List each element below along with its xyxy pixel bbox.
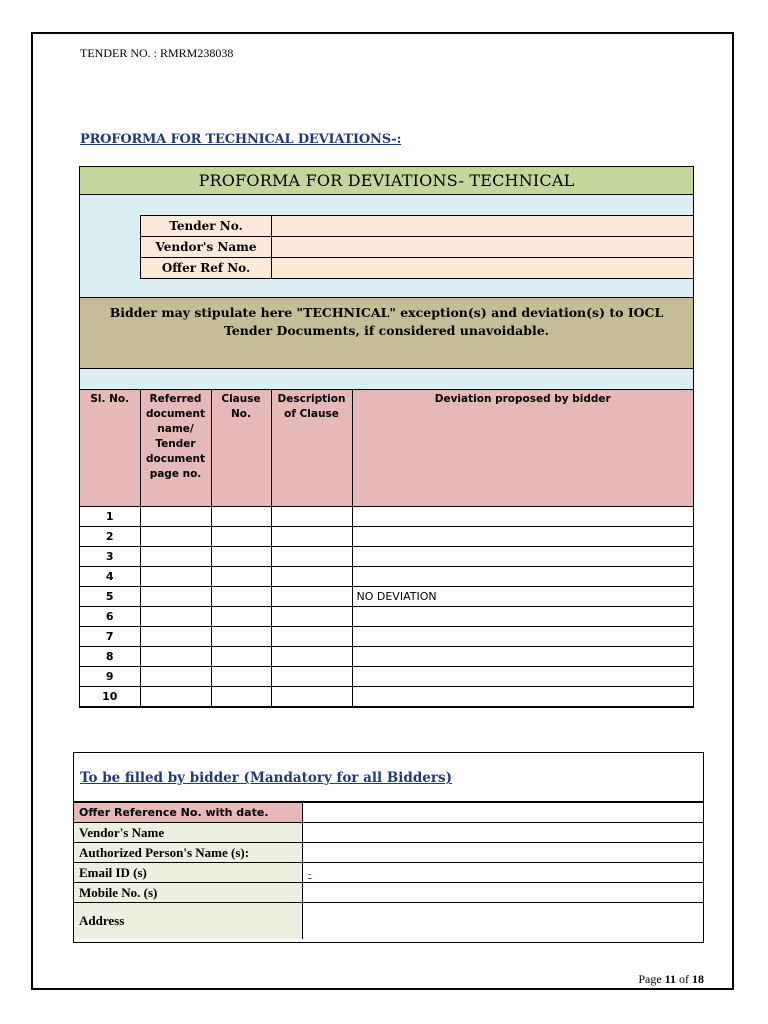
- section-title: PROFORMA FOR TECHNICAL DEVIATIONS-:: [80, 132, 402, 147]
- info-row: [141, 216, 694, 237]
- bidder-row: [74, 823, 703, 843]
- mobile-value[interactable]: [303, 883, 704, 903]
- address-value[interactable]: [303, 903, 704, 940]
- row-clause-no[interactable]: [211, 607, 271, 627]
- address-label: Address: [74, 903, 303, 940]
- table-row: [80, 527, 693, 547]
- row-referred-document[interactable]: [140, 527, 211, 547]
- tender-number: TENDER NO. : RMRM238038: [80, 46, 234, 60]
- row-referred-document[interactable]: [140, 647, 211, 667]
- row-clause-no[interactable]: [211, 507, 271, 527]
- vendor-name-value[interactable]: [303, 823, 704, 843]
- table-row: [80, 587, 693, 607]
- row-referred-document[interactable]: [140, 567, 211, 587]
- mobile-label: Mobile No. (s): [74, 883, 303, 903]
- bidder-table: [74, 802, 703, 939]
- bidder-row: [74, 903, 703, 940]
- row-sl-no: 5: [80, 587, 140, 607]
- table-row: [80, 667, 693, 687]
- bidder-row: [74, 863, 703, 883]
- col-referred-document: Referred document name/ Tender document page no.: [140, 390, 211, 507]
- authorized-person-label: Authorized Person's Name (s):: [74, 843, 303, 863]
- table-row: [80, 647, 693, 667]
- row-deviation[interactable]: [352, 627, 693, 647]
- row-deviation[interactable]: [352, 607, 693, 627]
- row-deviation[interactable]: [352, 507, 693, 527]
- row-referred-document[interactable]: [140, 547, 211, 567]
- tender-info-table: [140, 215, 694, 279]
- row-description[interactable]: [271, 527, 352, 547]
- tender-info-block: [80, 195, 693, 297]
- row-description[interactable]: [271, 507, 352, 527]
- offer-ref-value[interactable]: [272, 258, 694, 279]
- table-row: [80, 627, 693, 647]
- deviation-header-row: [80, 390, 693, 507]
- table-row: [80, 687, 693, 707]
- info-row: [141, 237, 694, 258]
- bidder-title: To be filled by bidder (Mandatory for all Bidders): [74, 753, 703, 802]
- vendor-name-value[interactable]: [272, 237, 694, 258]
- table-row: [80, 507, 693, 527]
- row-sl-no: 6: [80, 607, 140, 627]
- row-sl-no: 10: [80, 687, 140, 707]
- row-clause-no[interactable]: [211, 627, 271, 647]
- email-value-text: -: [308, 868, 312, 880]
- row-description[interactable]: [271, 647, 352, 667]
- row-referred-document[interactable]: [140, 507, 211, 527]
- row-clause-no[interactable]: [211, 587, 271, 607]
- authorized-person-value[interactable]: [303, 843, 704, 863]
- row-sl-no: 3: [80, 547, 140, 567]
- row-clause-no[interactable]: [211, 567, 271, 587]
- spacer-row: [80, 369, 693, 390]
- table-row: [80, 567, 693, 587]
- bidder-row: [74, 843, 703, 863]
- row-clause-no[interactable]: [211, 687, 271, 707]
- row-referred-document[interactable]: [140, 667, 211, 687]
- row-sl-no: 7: [80, 627, 140, 647]
- row-deviation[interactable]: [352, 647, 693, 667]
- row-description[interactable]: [271, 627, 352, 647]
- row-description[interactable]: [271, 607, 352, 627]
- page-current: 11: [664, 972, 676, 986]
- deviation-note: Bidder may stipulate here "TECHNICAL" exception(s) and deviation(s) to IOCL Tender Documents, if considered unavoidable.: [80, 297, 693, 369]
- email-label: Email ID (s): [74, 863, 303, 883]
- row-deviation[interactable]: [352, 547, 693, 567]
- bidder-row: [74, 883, 703, 903]
- vendor-name-label: Vendor's Name: [74, 823, 303, 843]
- row-sl-no: 9: [80, 667, 140, 687]
- tender-no-value[interactable]: [272, 216, 694, 237]
- page-prefix: Page: [638, 972, 665, 986]
- info-row: [141, 258, 694, 279]
- page-number: [638, 972, 704, 987]
- tender-no-label: Tender No.: [141, 216, 272, 237]
- row-clause-no[interactable]: [211, 667, 271, 687]
- row-deviation[interactable]: [352, 567, 693, 587]
- row-description[interactable]: [271, 687, 352, 707]
- row-clause-no[interactable]: [211, 527, 271, 547]
- proforma-title: PROFORMA FOR DEVIATIONS- TECHNICAL: [80, 167, 693, 195]
- row-referred-document[interactable]: [140, 607, 211, 627]
- bidder-details: [73, 752, 704, 943]
- col-sl-no: Sl. No.: [80, 390, 140, 507]
- vendor-name-label: Vendor's Name: [141, 237, 272, 258]
- table-row: [80, 547, 693, 567]
- col-deviation: Deviation proposed by bidder: [352, 390, 693, 507]
- offer-ref-date-value[interactable]: [303, 803, 704, 823]
- page-of: of: [676, 972, 692, 986]
- row-clause-no[interactable]: [211, 547, 271, 567]
- row-referred-document[interactable]: [140, 627, 211, 647]
- row-sl-no: 4: [80, 567, 140, 587]
- row-clause-no[interactable]: [211, 647, 271, 667]
- email-value[interactable]: [303, 863, 704, 883]
- col-clause-no: Clause No.: [211, 390, 271, 507]
- page-total: 18: [692, 972, 704, 986]
- row-referred-document[interactable]: [140, 587, 211, 607]
- row-description[interactable]: [271, 667, 352, 687]
- row-sl-no: 8: [80, 647, 140, 667]
- row-description[interactable]: [271, 567, 352, 587]
- deviation-table: [80, 390, 693, 707]
- table-row: [80, 607, 693, 627]
- row-deviation[interactable]: [352, 687, 693, 707]
- row-description[interactable]: [271, 587, 352, 607]
- row-deviation[interactable]: NO DEVIATION: [352, 587, 693, 607]
- bidder-row: [74, 803, 703, 823]
- proforma-table: [79, 166, 694, 708]
- row-deviation[interactable]: [352, 667, 693, 687]
- row-deviation[interactable]: [352, 527, 693, 547]
- offer-ref-label: Offer Ref No.: [141, 258, 272, 279]
- row-sl-no: 2: [80, 527, 140, 547]
- row-referred-document[interactable]: [140, 687, 211, 707]
- row-description[interactable]: [271, 547, 352, 567]
- row-sl-no: 1: [80, 507, 140, 527]
- col-description: Description of Clause: [271, 390, 352, 507]
- offer-ref-date-label: Offer Reference No. with date.: [74, 803, 303, 823]
